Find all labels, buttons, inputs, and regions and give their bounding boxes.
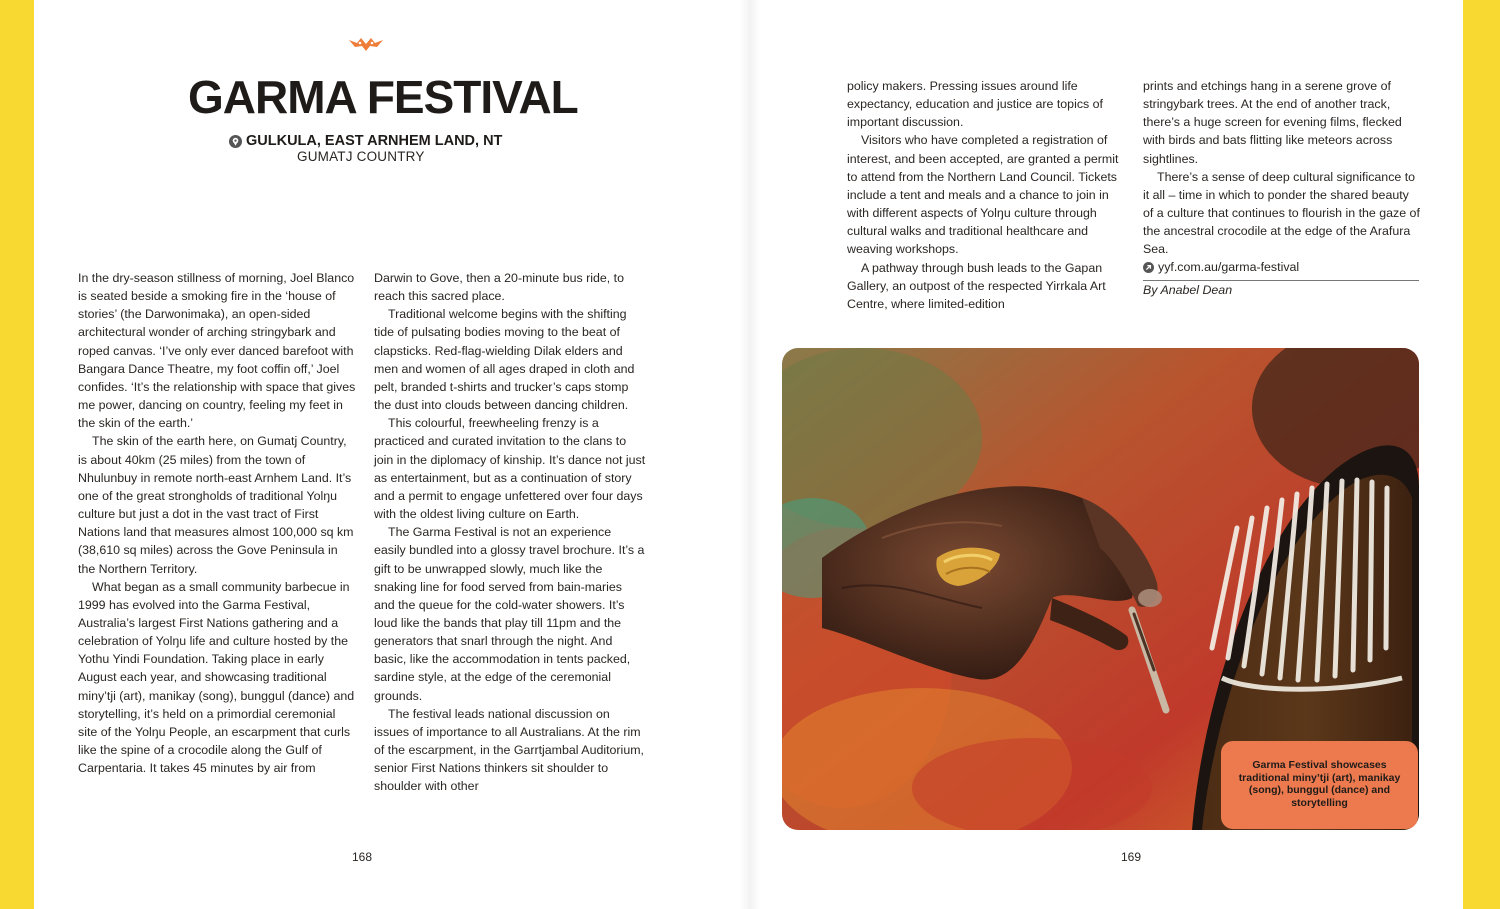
body-column-2 [374, 269, 646, 796]
country-subtitle: GUMATJ COUNTRY [297, 149, 425, 164]
photo-caption: Garma Festival showcases traditional miny’tji (art), manikay (song), bunggul (dance) and storytelling [1221, 741, 1418, 829]
paragraph: In the dry-season stillness of morning, Joel Blanco is seated beside a smoking fire in the ‘house of stories’ (the Darwonimaka), an open-sided architectural wonder of arching stringybark and roped canvas. ‘I’ve only ever danced barefoot with Bangara Dance Theatre, my foot coffin off,’ Joel confides. ‘It’s the relationship with space that gives me power, dancing on country, feeling my feet in the skin of the earth.’ [78, 271, 356, 431]
paragraph: Visitors who have completed a registration of interest, and been accepted, are granted a permit to attend from the Northern Land Council. Tickets include a tent and meals and a chance to join in with different aspects of Yolŋu culture through cultural walks and traditional healthcare and weaving workshops. [847, 133, 1119, 257]
article-title: GARMA FESTIVAL [188, 71, 578, 123]
paragraph: Traditional welcome begins with the shifting tide of pulsating bodies moving to the beat of clapsticks. Red-flag-wielding Dilak elders and men and women of all ages draped in cloth and pelt, branded t-shirts and trucker’s caps stomp the dust into clouds between dancing children. [374, 307, 635, 413]
page-number-right: 169 [1121, 850, 1142, 864]
website-link[interactable] [1143, 260, 1299, 274]
location-text: GULKULA, EAST ARNHEM LAND, NT [246, 133, 503, 149]
paragraph: The Garma Festival is not an experience easily bundled into a glossy travel brochure. It’s a gift to be unwrapped slowly, much like the snaking line for food served from bain-maries and the queue for the cold-water showers. It’s loud like the bands that play till 11pm and the generators that snarl through the night. And basic, like the accommodation in tents packed, sardine style, at the edge of the ceremonial grounds. [374, 525, 645, 703]
paragraph: Darwin to Gove, then a 20-minute bus ride, to reach this sacred place. [374, 271, 625, 304]
body-column-1 [78, 269, 358, 777]
paragraph: There’s a sense of deep cultural significance to it all – time in which to ponder the shared beauty of a culture that continues to flourish in the gaze of the ancestral crocodile at the edge of the Arafura Sea. [1143, 169, 1420, 257]
page-gutter [740, 0, 760, 909]
paragraph: The festival leads national discussion on issues of importance to all Australians. At the rim of the escarpment, in the Garrtjambal Auditorium, senior First Nations thinkers sit shoulder to shoulder with other [374, 706, 644, 794]
author-byline: By Anabel Dean [1143, 280, 1419, 297]
paragraph: prints and etchings hang in a serene grove of stringybark trees. At the end of another track, there’s a huge screen for evening films, flecked with birds and bats flitting like meteors across sightlines. [1143, 79, 1402, 166]
location-line [229, 133, 502, 149]
paragraph: A pathway through bush leads to the Gapan Gallery, an outpost of the respected Yirrkala Art Centre, where limited-edition [847, 260, 1106, 311]
map-pin-icon [229, 135, 242, 148]
arrow-circle-icon [1143, 262, 1154, 273]
paragraph: This colourful, freewheeling frenzy is a practiced and curated invitation to the clans to join in the diplomacy of kinship. It’s dance not just as entertainment, but as a continuation of story and a permit to engage unfettered over four days with the oldest living culture on Earth. [374, 416, 646, 522]
paragraph: policy makers. Pressing issues around life expectancy, education and justice are topics of important discussion. [847, 79, 1103, 130]
body-column-4 [1143, 77, 1421, 259]
paragraph: The skin of the earth here, on Gumatj Country, is about 40km (25 miles) from the town of Nhulunbuy in remote north-east Arnhem Land. It’s one of the great strongholds of traditional Yolŋu culture but just a dot in the vast tract of First Nations land that measures almost 100,000 sq km (38,610 sq miles) across the Gove Peninsula in the Northern Territory. [78, 434, 354, 576]
body-column-3 [847, 77, 1127, 313]
page-number-left: 168 [352, 850, 373, 864]
bird-ornament-icon [348, 34, 384, 52]
paragraph: What began as a small community barbecue in 1999 has evolved into the Garma Festival, Australia’s largest First Nations gathering and a celebration of Yolŋu life and culture hosted by the Yothu Yindi Foundation. Taking place in early August each year, and showcasing traditional miny’tji (art), manikay (song), bunggul (dance) and storytelling, it’s held on a primordial ceremonial site of the Yolŋu People, an escarpment that curls like the spine of a crocodile along the Gulf of Carpentaria. It takes 45 minutes by air from [78, 579, 355, 776]
website-link-text[interactable]: yyf.com.au/garma-festival [1158, 260, 1300, 274]
